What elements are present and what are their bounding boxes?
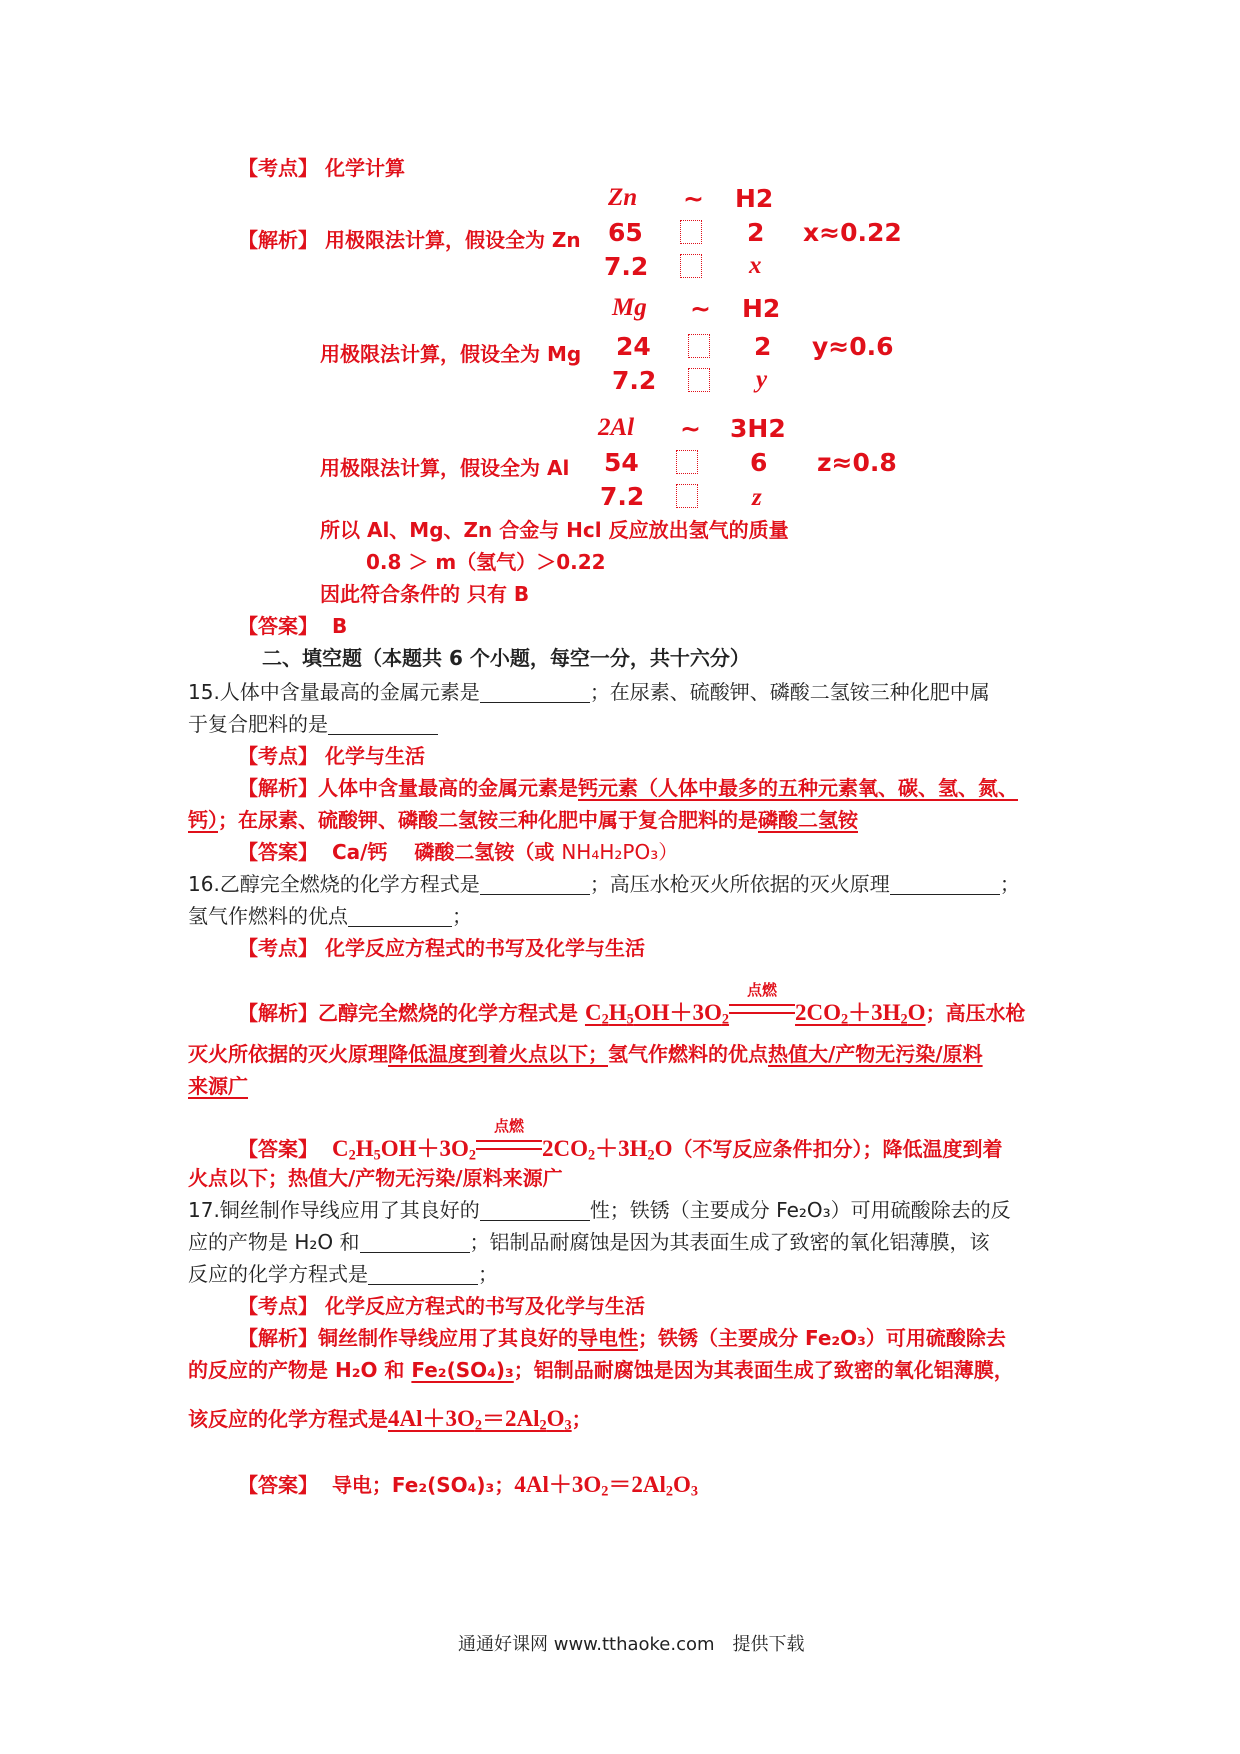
q15-jiexi-2: 钙）；在尿素、硫酸钾、磷酸二氢铵三种化肥中属于复合肥料的是磷酸二氢铵 <box>188 808 858 832</box>
section-header: 二、填空题（本题共 6 个小题，每空一分，共十六分） <box>262 646 750 670</box>
mg-result: y≈0.6 <box>812 332 894 361</box>
q16-answer-1: 【答案】 $C_2H_5OH+3O_2$ 点燃 $2CO_2+3H_2O$（不写反应条件扣分）；降低温度到着 <box>238 1117 1003 1164</box>
zn-symbol: Zn <box>608 184 638 211</box>
q17-answer: 【答案】 导电；Fe₂(SO₄)₃；$4Al+3O_2=2Al_2O_3$ <box>238 1472 698 1500</box>
al-result: z≈0.8 <box>817 448 897 477</box>
q17-jiexi-1: 【解析】铜丝制作导线应用了其良好的导电性；铁锈（主要成分 Fe₂O₃）可用硫酸除去 <box>238 1326 1006 1350</box>
mg-tilde: ~ <box>690 294 711 323</box>
q17-line3: 反应的化学方程式是 ； <box>188 1262 498 1286</box>
q15-kaodian: 【考点】 化学与生活 <box>238 744 425 768</box>
q17-kaodian: 【考点】 化学反应方程式的书写及化学与生活 <box>238 1294 645 1318</box>
q16-line2: 氢气作燃料的优点 ； <box>188 904 472 928</box>
q15-answer: 【答案】 Ca/钙 磷酸二氢铵（或 NH₄H₂PO₃） <box>238 840 679 864</box>
kaodian-1: 【考点】 化学计算 <box>238 156 405 180</box>
placeholder-box <box>680 254 702 278</box>
placeholder-box <box>680 220 702 244</box>
al-3h2: 3H2 <box>730 414 786 443</box>
mg-symbol: Mg <box>612 294 647 321</box>
placeholder-box <box>688 334 710 358</box>
q15-jiexi-1: 【解析】人体中含量最高的金属元素是钙元素（人体中最多的五种元素氧、碳、氢、氮、 <box>238 776 1018 800</box>
zn-2: 2 <box>747 218 765 247</box>
mg-2: 2 <box>754 332 772 361</box>
zn-7-2: 7.2 <box>604 252 649 281</box>
conclusion-2: 0.8 ＞ m（氢气）＞0.22 <box>366 550 606 574</box>
q15-line2: 于复合肥料的是 <box>188 708 438 737</box>
mg-24: 24 <box>616 332 651 361</box>
mg-y: y <box>756 366 768 393</box>
q16-jiexi-3: 来源广 <box>188 1074 248 1098</box>
q16-answer-2: 火点以下；热值大/产物无污染/原料来源广 <box>188 1166 563 1190</box>
placeholder-box <box>676 484 698 508</box>
zn-65: 65 <box>608 218 643 247</box>
al-line: 用极限法计算，假设全为 Al <box>320 456 570 480</box>
zn-x: x <box>749 252 762 279</box>
q17-line1: 17.铜丝制作导线应用了其良好的 性；铁锈（主要成分 Fe₂O₃）可用硫酸除去的反 <box>188 1198 1011 1222</box>
q16-line1: 16.乙醇完全燃烧的化学方程式是 ；高压水枪灭火所依据的灭火原理 ； <box>188 872 1020 896</box>
al-z: z <box>752 484 762 511</box>
conclusion-1: 所以 Al、Mg、Zn 合金与 Hcl 反应放出氢气的质量 <box>320 518 789 542</box>
mg-line: 用极限法计算，假设全为 Mg <box>320 342 582 366</box>
answer-1: 【答案】 B <box>238 614 348 638</box>
zn-h2: H2 <box>735 184 774 213</box>
q16-jiexi-1: 【解析】乙醇完全燃烧的化学方程式是 $C_2H_5OH+3O_2$ 点燃 $2CO_2+3H_2O$；高压水枪 <box>238 981 1026 1028</box>
q15-line1: 15.人体中含量最高的金属元素是 ；在尿素、硫酸钾、磷酸二氢铵三种化肥中属 <box>188 680 990 704</box>
al-tilde: ~ <box>680 414 701 443</box>
al-7-2: 7.2 <box>600 482 645 511</box>
jiexi-zn-line: 【解析】 用极限法计算，假设全为 Zn <box>238 228 581 252</box>
footer: 通通好课网 www.tthaoke.com 提供下载 <box>458 1634 805 1655</box>
q16-kaodian: 【考点】 化学反应方程式的书写及化学与生活 <box>238 936 645 960</box>
mg-7-2: 7.2 <box>612 366 657 395</box>
placeholder-box <box>688 368 710 392</box>
conclusion-3: 因此符合条件的 只有 B <box>320 582 530 606</box>
zn-result: x≈0.22 <box>803 218 902 247</box>
al-54: 54 <box>604 448 639 477</box>
zn-tilde: ~ <box>683 184 704 213</box>
placeholder-box <box>676 450 698 474</box>
q17-line2: 应的产物是 H₂O 和 ；铝制品耐腐蚀是因为其表面生成了致密的氧化铝薄膜，该 <box>188 1230 990 1254</box>
al-symbol: 2Al <box>598 414 635 441</box>
q16-jiexi-2: 灭火所依据的灭火原理降低温度到着火点以下；氢气作燃料的优点热值大/产物无污染/原料 <box>188 1042 983 1066</box>
q17-jiexi-3: 该反应的化学方程式是$4Al+3O_2=2Al_2O_3$； <box>188 1406 592 1434</box>
al-6: 6 <box>750 448 768 477</box>
q17-jiexi-2: 的反应的产物是 H₂O 和 Fe₂(SO₄)₃；铝制品耐腐蚀是因为其表面生成了致密的氧化铝薄膜， <box>188 1358 1014 1382</box>
mg-h2: H2 <box>742 294 781 323</box>
